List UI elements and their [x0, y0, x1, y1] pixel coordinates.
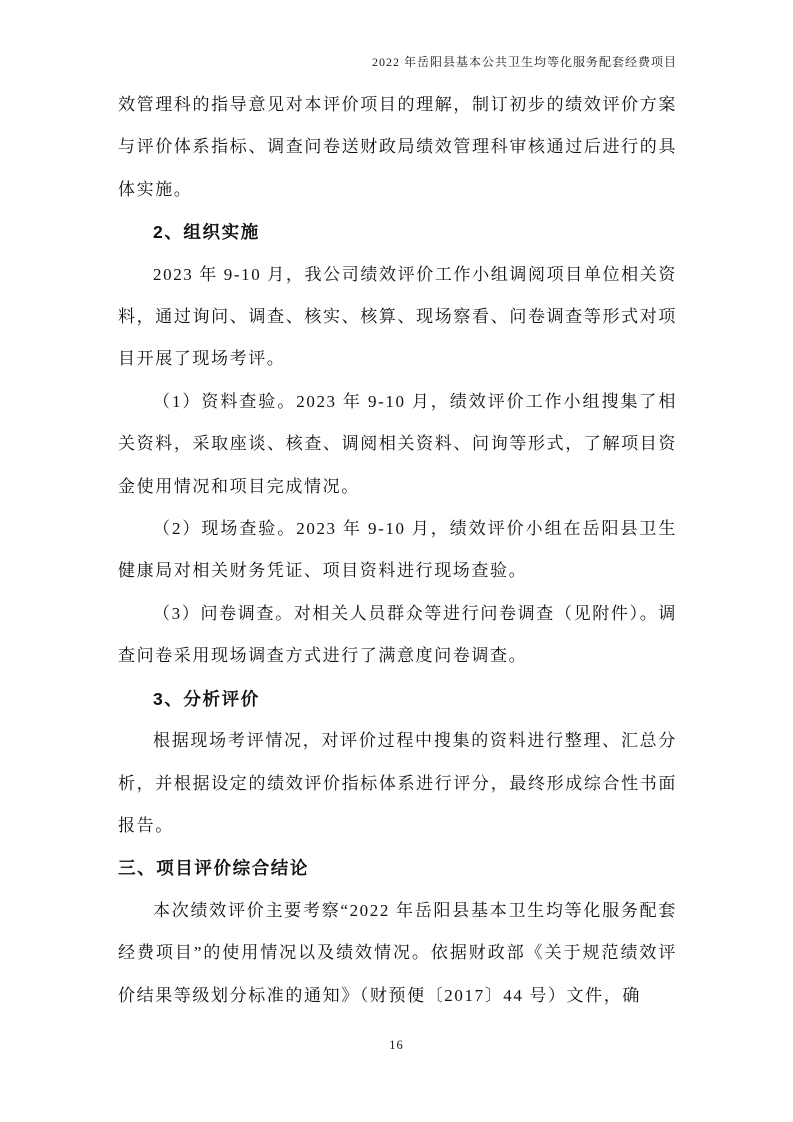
section-heading-organization: 2、组织实施	[153, 222, 260, 243]
paragraph-field-review: 2023 年 9-10 月，我公司绩效评价工作小组调阅项目单位相关资料，通过询问、调查、核实、核算、现场察看、问卷调查等形式对项目开展了现场考评。	[118, 264, 677, 369]
paragraph-conclusion-intro: 本次绩效评价主要考察“2022 年岳阳县基本卫生均等化服务配套经费项目”的使用情况以及绩效情况。依据财政部《关于规范绩效评价结果等级划分标准的通知》（财预便〔2017〕44 号）文件，确	[118, 900, 677, 1005]
page-header-title: 2022 年岳阳县基本公共卫生均等化服务配套经费项目	[371, 55, 677, 69]
section-heading-analysis: 3、分析评价	[153, 688, 260, 709]
paragraph-continuation: 效管理科的指导意见对本评价项目的理解，制订初步的绩效评价方案与评价体系指标、调查问卷送财政局绩效管理科审核通过后进行的具体实施。	[118, 95, 677, 199]
paragraph-material-inspection: （1）资料查验。2023 年 9-10 月，绩效评价工作小组搜集了相关资料，采取座谈、核查、调阅相关资料、问询等形式，了解项目资金使用情况和项目完成情况。	[118, 391, 677, 496]
paragraph-onsite-inspection: （2）现场查验。2023 年 9-10 月，绩效评价小组在岳阳县卫生健康局对相关财务凭证、项目资料进行现场查验。	[118, 519, 677, 581]
paragraph-analysis-evaluation: 根据现场考评情况，对评价过程中搜集的资料进行整理、汇总分析，并根据设定的绩效评价指标体系进行评分，最终形成综合性书面报告。	[118, 731, 677, 835]
chapter-heading-conclusion: 三、项目评价综合结论	[118, 858, 309, 879]
document-body	[118, 84, 677, 1017]
paragraph-questionnaire-survey: （3）问卷调查。对相关人员群众等进行问卷调查（见附件）。调查问卷采用现场调查方式进行了满意度问卷调查。	[118, 603, 677, 666]
page-number: 16	[389, 1038, 404, 1052]
